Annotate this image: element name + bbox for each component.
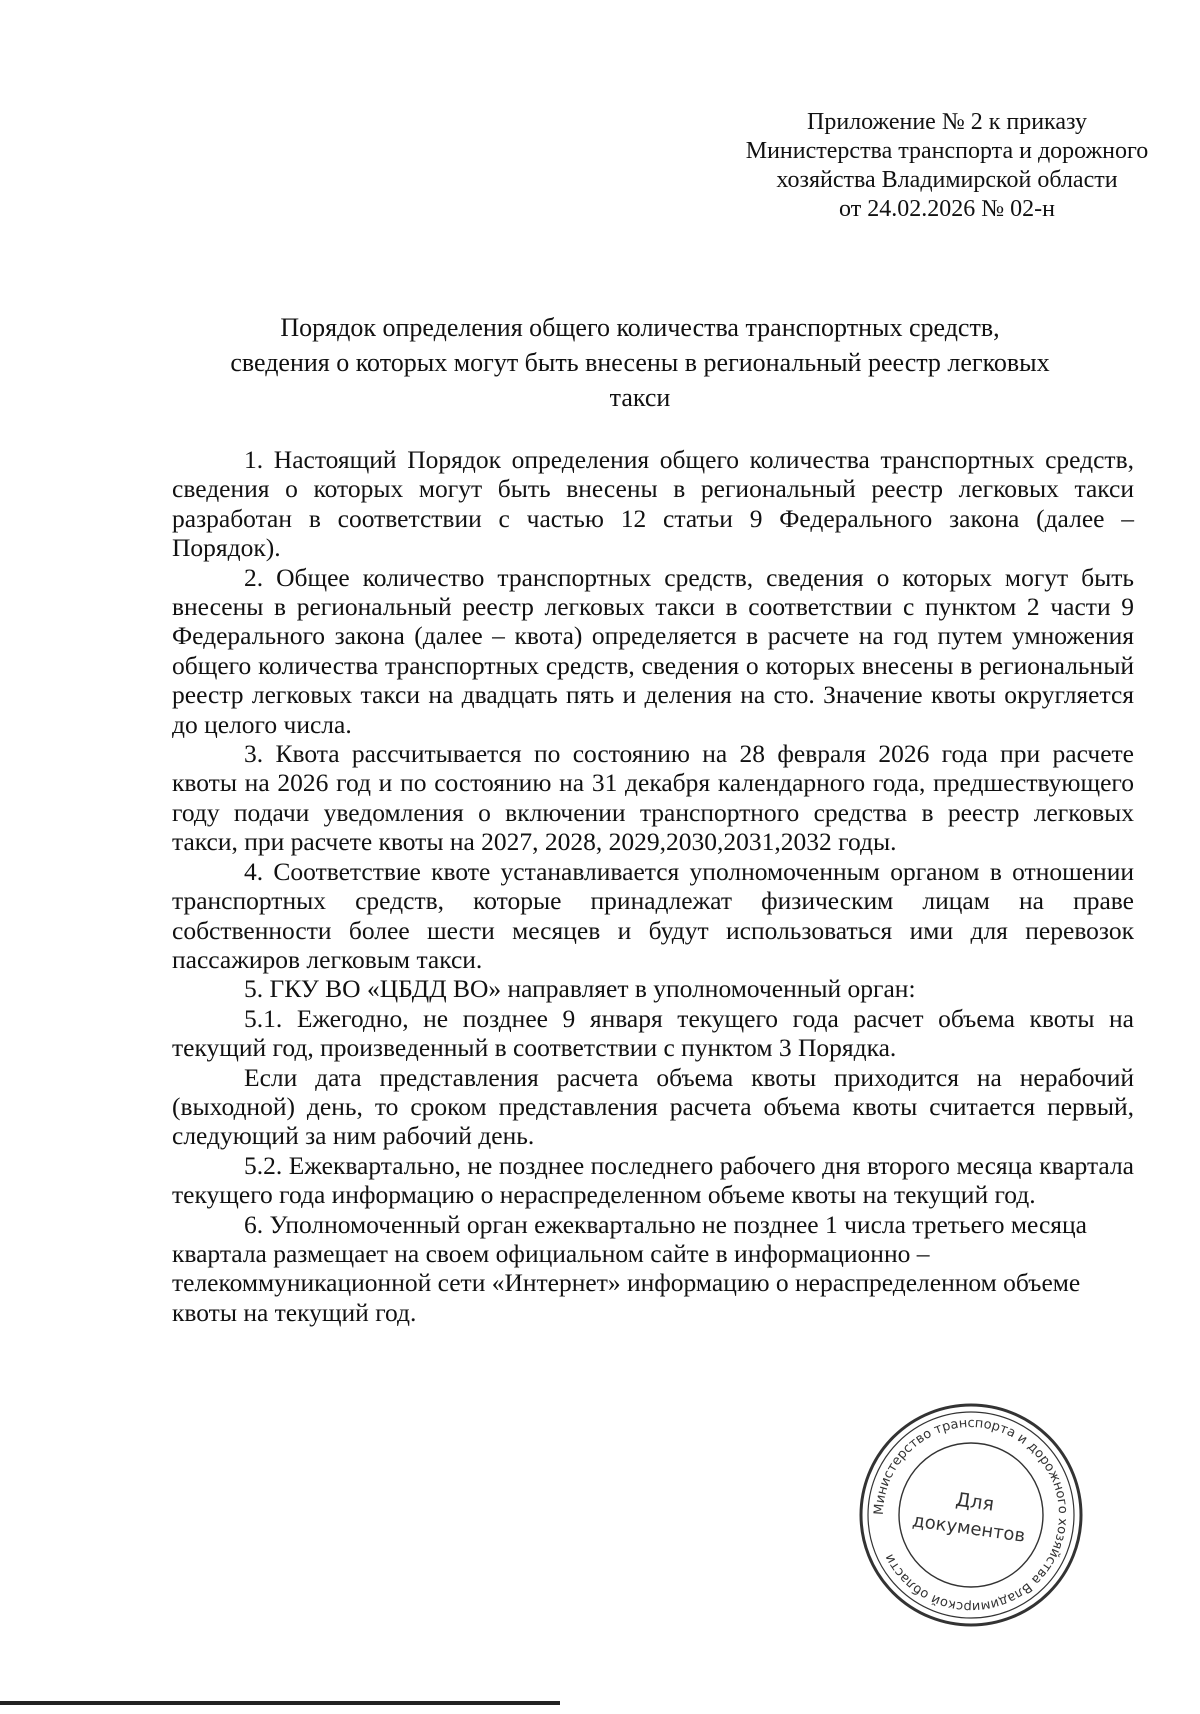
paragraph-6: 6. Уполномоченный орган ежеквартально не позднее 1 числа третьего месяца квартала размещает на своем официальном сайте в информационно – телекоммуникационной сети «Интернет» информацию о нераспределенном объеме квоты на текущий год.: [172, 1209, 1087, 1327]
header-line-2: Министерства транспорта и дорожного: [745, 138, 1149, 164]
title-line-2: сведения о которых могут быть внесены в региональный реестр легковых: [230, 348, 1050, 377]
paragraph-3: 3. Квота рассчитывается по состоянию на 28 февраля 2026 года при расчете квоты на 2026 год и по состоянию на 31 декабря календарного года, предшествующего году подачи уведомления о включении транспортного средства в реестр легковых такси, при расчете квоты на 2027, 2028, 2029,2030,2031,2032 годы.: [172, 739, 1134, 857]
paragraph-2: 2. Общее количество транспортных средств, сведения о которых могут быть внесены в региональный реестр легковых такси в соответствии с пунктом 2 части 9 Федерального закона (далее – квота) определяется в расчете на год путем умножения общего количества транспортных средств, сведения о которых внесены в региональный реестр легковых такси на двадцать пять и деления на сто. Значение квоты округляется до целого числа.: [172, 562, 1134, 739]
official-stamp: [856, 1400, 1086, 1630]
document-title: [180, 310, 1100, 415]
stamp-ring-text: Министерство транспорта и дорожного хозяйства Владимирской области: [871, 1415, 1071, 1615]
title-line-1: Порядок определения общего количества транспортных средств,: [280, 313, 1000, 342]
paragraph-5-1-note: Если дата представления расчета объема квоты приходится на нерабочий (выходной) день, то сроком представления расчета объема квоты считается первый, следующий за ним рабочий день.: [172, 1062, 1134, 1151]
stamp-center-line-2: документов: [911, 1510, 1027, 1547]
paragraph-5-1: 5.1. Ежегодно, не позднее 9 января текущего года расчет объема квоты на текущий год, произведенный в соответствии с пунктом 3 Порядка.: [172, 1003, 1134, 1063]
title-line-3: такси: [609, 383, 671, 412]
header-line-1: Приложение № 2 к приказу: [807, 109, 1087, 135]
header-line-3: хозяйства Владимирской области: [776, 167, 1118, 193]
paragraph-4: 4. Соответствие квоте устанавливается уполномоченным органом в отношении транспортных средств, которые принадлежат физическим лицам на праве собственности более шести месяцев и будут использоваться ими для перевозок пассажиров легковым такси.: [172, 856, 1134, 974]
appendix-header: [712, 108, 1182, 224]
document-body: [172, 445, 1134, 1327]
paragraph-1: 1. Настоящий Порядок определения общего количества транспортных средств, сведения о которых могут быть внесены в региональный реестр легковых такси разработан в соответствии с частью 12 статьи 9 Федерального закона (далее – Порядок).: [172, 445, 1134, 563]
paragraph-5-2: 5.2. Ежеквартально, не позднее последнего рабочего дня второго месяца квартала текущего года информацию о нераспределенном объеме квоты на текущий год.: [172, 1150, 1134, 1210]
header-line-4: от 24.02.2026 № 02-н: [839, 196, 1055, 222]
stamp-center-line-1: Для: [954, 1488, 996, 1516]
paragraph-5: 5. ГКУ ВО «ЦБДД ВО» направляет в уполномоченный орган:: [244, 974, 916, 1004]
scan-edge-line: [0, 1701, 560, 1705]
